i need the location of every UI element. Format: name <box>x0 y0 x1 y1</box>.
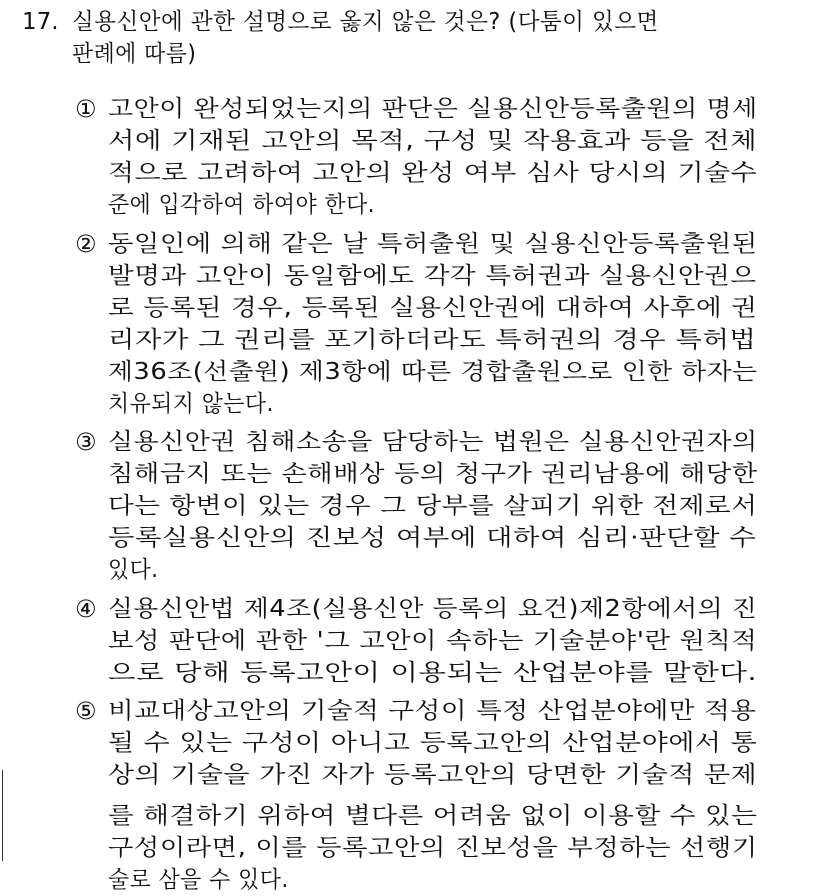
option-5-line: 될 수 있는 구성이 아니고 등록고안의 산업분야에서 통 <box>108 730 758 756</box>
option-3-line: 있다. <box>108 557 159 583</box>
option-1-line: 준에 입각하여 하여야 한다. <box>108 192 376 218</box>
option-4-line: 보성 판단에 관한 '그 고안이 속하는 기술분야'란 원칙적 <box>108 628 758 654</box>
option-2-line: 동일인에 의해 같은 날 특허출원 및 실용신안등록출원된 <box>108 231 758 257</box>
option-3-line: 침해금지 또는 손해배상 등의 청구가 권리남용에 해당한 <box>108 461 758 487</box>
option-1-line: 서에 기재된 고안의 목적, 구성 및 작용효과 등을 전체 <box>108 128 758 154</box>
option-2-line: 제36조(선출원) 제3항에 따른 경합출원으로 인한 하자는 <box>108 359 758 385</box>
question-stem-line: 실용신안에 관한 설명으로 옳지 않은 것은? (다툼이 있으면 <box>72 9 659 35</box>
option-3-line: 실용신안권 침해소송을 담당하는 법원은 실용신안권자의 <box>108 429 758 455</box>
option-2-line: 치유되지 않는다. <box>108 391 274 417</box>
option-5-marker: ⑤ <box>75 697 97 725</box>
option-2-line: 발명과 고안이 동일함에도 각각 특허권과 실용신안권으 <box>108 263 757 289</box>
option-4-marker: ④ <box>75 595 97 623</box>
option-2-marker: ② <box>75 230 97 258</box>
option-3-line: 등록실용신안의 진보성 여부에 대하여 심리·판단할 수 <box>108 525 757 551</box>
option-3-marker: ③ <box>75 428 97 456</box>
option-5-line: 를 해결하기 위하여 별다른 어려움 없이 이용할 수 있는 <box>108 803 758 829</box>
left-margin-rule <box>2 770 3 861</box>
question-number: 17. <box>22 9 59 35</box>
option-4-line: 으로 당해 등록고안이 이용되는 산업분야를 말한다. <box>108 660 758 686</box>
option-3-line: 다는 항변이 있는 경우 그 당부를 살피기 위한 전제로서 <box>108 493 758 519</box>
option-1-line: 고안이 완성되었는지의 판단은 실용신안등록출원의 명세 <box>108 96 758 122</box>
question-stem-line: 판례에 따름) <box>72 41 197 67</box>
option-2-line: 리자가 그 권리를 포기하더라도 특허권의 경우 특허법 <box>108 327 757 353</box>
option-1-marker: ① <box>75 95 97 123</box>
option-2-line: 로 등록된 경우, 등록된 실용신안권에 대하여 사후에 권 <box>108 295 758 321</box>
option-5-line: 비교대상고안의 기술적 구성이 특정 산업분야에만 적용 <box>108 698 757 724</box>
option-1-line: 적으로 고려하여 고안의 완성 여부 심사 당시의 기술수 <box>108 160 758 186</box>
option-4-line: 실용신안법 제4조(실용신안 등록의 요건)제2항에서의 진 <box>108 596 758 622</box>
option-5-line: 술로 삼을 수 있다. <box>108 867 289 893</box>
option-5-line: 상의 기술을 가진 자가 등록고안의 당면한 기술적 문제 <box>108 762 758 788</box>
option-5-line: 구성이라면, 이를 등록고안의 진보성을 부정하는 선행기 <box>108 835 758 861</box>
